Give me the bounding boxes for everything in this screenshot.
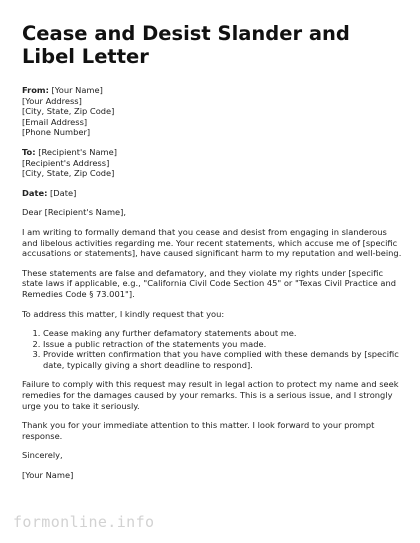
recipient-name: [Recipient's Name] [38,146,117,157]
date-label: Date: [22,187,48,198]
to-label: To: [22,146,36,157]
date-block [22,188,404,199]
watermark: formonline.info [13,513,155,531]
signature: [Your Name] [22,470,74,481]
paragraph-request-intro: To address this matter, I kindly request that you: [22,308,225,319]
recipient-name-line [22,147,404,158]
list-item: 3. Provide written confirmation that you have complied with these demands by [specific date, typically giving a short deadline to respond]. [43,349,404,370]
list-item: 2. Issue a public retraction of the statements you made. [43,339,404,350]
sender-email: [Email Address] [22,116,88,127]
sender-name: [Your Name] [51,85,103,95]
paragraph-thanks: Thank you for your immediate attention to this matter. I look forward to your prompt response. [22,420,375,441]
date-line [22,188,404,199]
list-item: 1. Cease making any further defamatory statements about me. [43,328,404,339]
request-list [22,328,404,370]
recipient-address: [Recipient's Address] [22,157,110,168]
salutation: Dear [Recipient's Name], [22,207,127,218]
paragraph-consequences: Failure to comply with this request may result in legal action to protect my name and seek remedies for the damages caused by your remarks. This is a serious issue, and I strongly urge you to take it seriously. [22,379,399,411]
sender-block [22,85,404,138]
letter-title: Cease and Desist Slander and Libel Letter [22,22,350,68]
paragraph-violation: These statements are false and defamatory, and they violate my rights under [specific state laws if applicable, e.g., "California Civil Code Section 45" or "Texas Civil Practice and Remedies Code § 73.001"]. [22,267,397,299]
paragraph-demand: I am writing to formally demand that you cease and desist from engaging in slanderous and libelous activities regarding me. Your recent statements, which accuse me of [specific accusations or statements], have caused significant harm to my reputation and well-being. [22,226,402,259]
recipient-block [22,147,404,179]
letter-page [22,22,404,490]
closing: Sincerely, [22,450,63,461]
from-label: From: [22,85,49,95]
sender-city: [City, State, Zip Code] [22,106,115,117]
sender-address: [Your Address] [22,95,82,106]
sender-name-line [22,85,404,96]
sender-phone: [Phone Number] [22,127,91,138]
date-value: [Date] [50,187,77,198]
recipient-city: [City, State, Zip Code] [22,168,115,179]
